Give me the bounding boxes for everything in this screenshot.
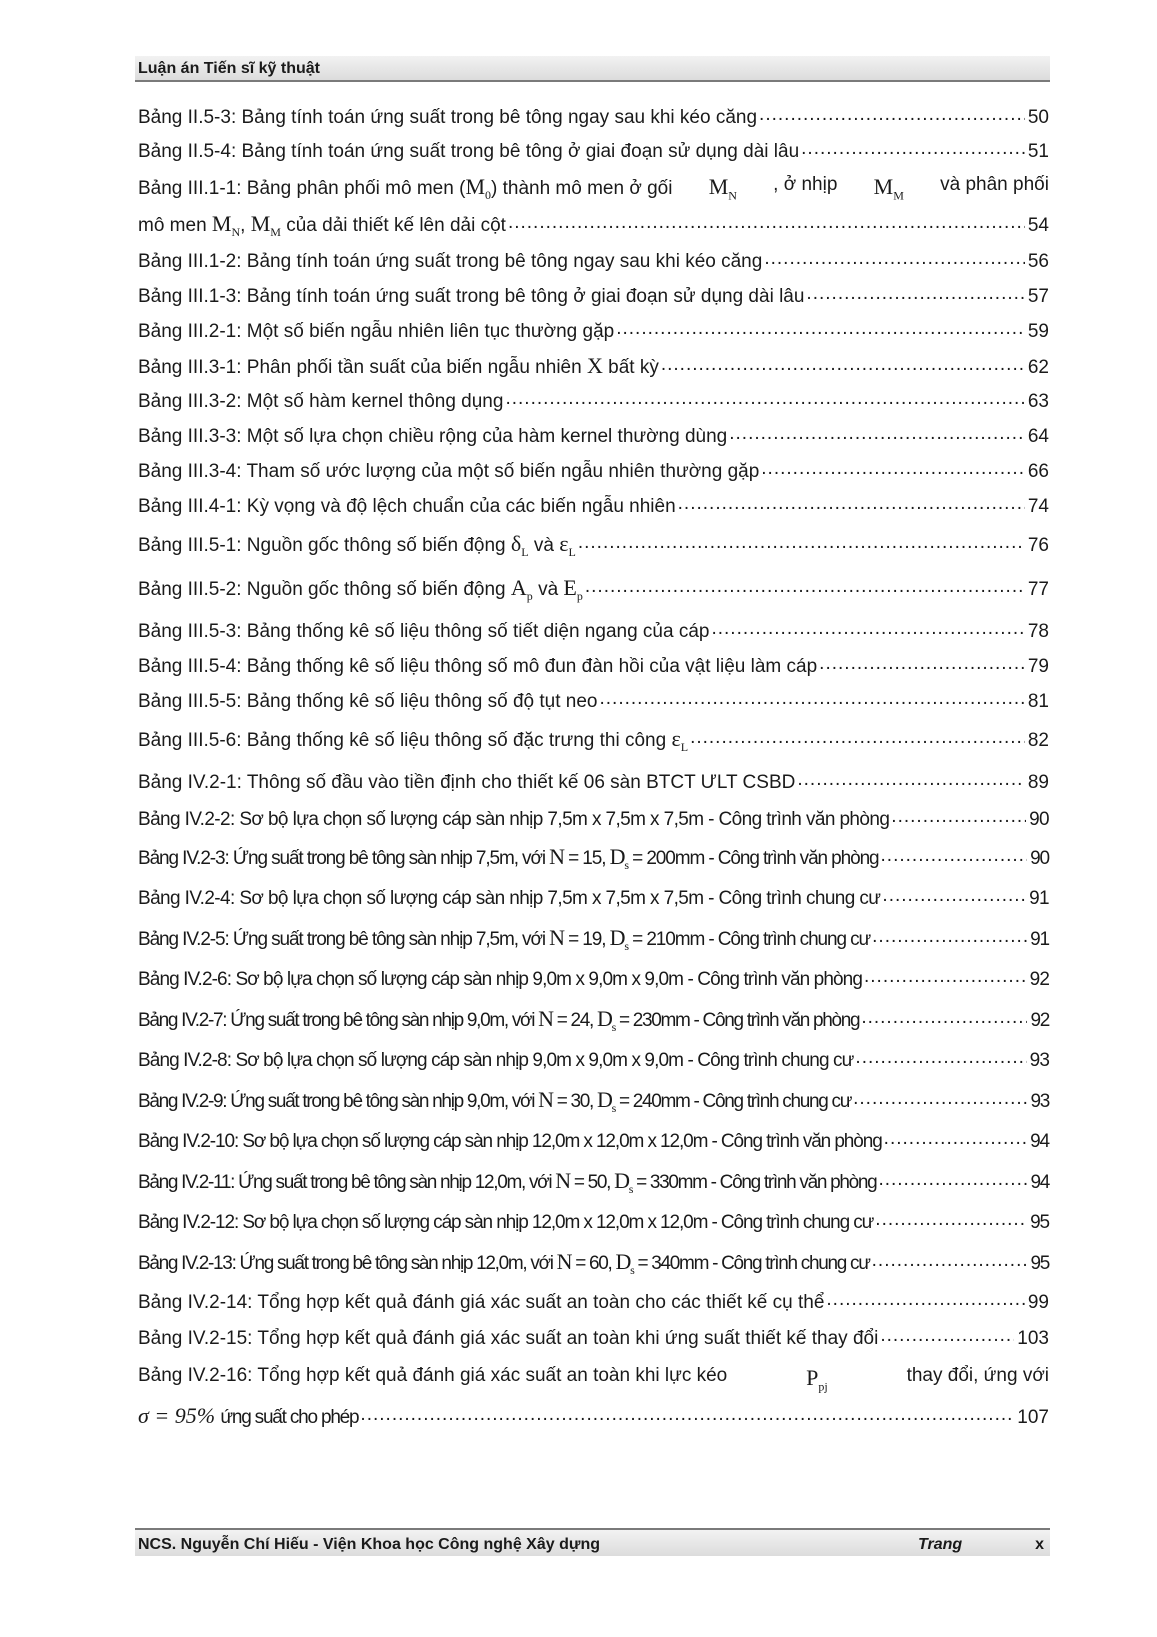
toc-entry[interactable]: Bảng IV.2-14: Tổng hợp kết quả đánh giá xác suất an toàn cho các thiết kế cụ thể ..... 99: [138, 1289, 1049, 1325]
toc-entry[interactable]: Bảng III.3-2: Một số hàm kernel thông dụng ..... 63: [138, 388, 1049, 423]
toc-entry[interactable]: Bảng IV.2-2: Sơ bộ lựa chọn số lượng cáp sàn nhịp 7,5m x 7,5m x 7,5m - Công trình văn phòng ..... 90: [138, 806, 1049, 844]
toc-entry[interactable]: Bảng IV.2-1: Thông số đầu vào tiền định cho thiết kế 06 sàn BTCT ƯLT CSBD ..... 89: [138, 769, 1049, 806]
toc-entry[interactable]: Bảng IV.2-9: Ứng suất trong bê tông sàn nhịp 9,0m, với N = 30, $D_s = 240mm$ - Công trình chung cư ..... 93: [138, 1087, 1049, 1128]
toc-entry[interactable]: Bảng IV.2-3: Ứng suất trong bê tông sàn nhịp 7,5m, với N = 15, $D_s = 200mm$ - Công trình văn phòng ..... 90: [138, 844, 1049, 885]
toc-entry[interactable]: Bảng IV.2-13: Ứng suất trong bê tông sàn nhịp 12,0m, với N = 60, $D_s = 340mm$ - Công trình chung cư ..... 95: [138, 1249, 1049, 1289]
header-title: Luận án Tiến sĩ kỹ thuật: [138, 60, 320, 77]
toc-entry[interactable]: Bảng III.1-1: Bảng phân phối mô men $(M_0)$ thành mô men ở gối $M_N$ , ở nhịp $M_M$ và phân phối mô men $M_N$, $M_M$ của dải thiết kế lên dải cột ..... 54: [138, 174, 1049, 248]
toc-entry[interactable]: Bảng IV.2-10: Sơ bộ lựa chọn số lượng cáp sàn nhịp 12,0m x 12,0m x 12,0m - Công trình văn phòng ..... 94: [138, 1128, 1049, 1168]
toc-entry[interactable]: Bảng III.5-2: Nguồn gốc thông số biến động $A_p$ và $E_p$ ..... 77: [138, 575, 1049, 618]
footer-page-label: Trang: [918, 1536, 963, 1553]
footer-page-number: x: [1035, 1536, 1044, 1553]
toc-entry[interactable]: Bảng II.5-4: Bảng tính toán ứng suất trong bê tông ở giai đoạn sử dụng dài lâu ..... 51: [138, 138, 1049, 174]
toc-entry[interactable]: Bảng IV.2-6: Sơ bộ lựa chọn số lượng cáp sàn nhịp 9,0m x 9,0m x 9,0m - Công trình văn phòng ..... 92: [138, 966, 1049, 1006]
toc-entry[interactable]: Bảng III.3-4: Tham số ước lượng của một số biến ngẫu nhiên thường gặp ..... 66: [138, 458, 1049, 493]
toc-entry[interactable]: Bảng IV.2-4: Sơ bộ lựa chọn số lượng cáp sàn nhịp 7,5m x 7,5m x 7,5m - Công trình chung cư ..... 91: [138, 885, 1049, 925]
toc-entry[interactable]: Bảng IV.2-8: Sơ bộ lựa chọn số lượng cáp sàn nhịp 9,0m x 9,0m x 9,0m - Công trình chung cư ..... 93: [138, 1047, 1049, 1087]
toc-entry[interactable]: Bảng III.5-1: Nguồn gốc thông số biến động $\delta_L$ và $\varepsilon_L$ ..... 76: [138, 531, 1049, 575]
page-header: [135, 56, 1050, 82]
toc-entry[interactable]: Bảng IV.2-11: Ứng suất trong bê tông sàn nhịp 12,0m, với N = 50, $D_s = 330mm$ - Công trình văn phòng ..... 94: [138, 1168, 1049, 1209]
toc-entry[interactable]: Bảng III.5-3: Bảng thống kê số liệu thông số tiết diện ngang của cáp ..... 78: [138, 618, 1049, 653]
toc-entry[interactable]: Bảng IV.2-7: Ứng suất trong bê tông sàn nhịp 9,0m, với N = 24, $D_s = 230mm$ - Công trình văn phòng ..... 92: [138, 1006, 1049, 1047]
table-of-tables: [138, 104, 1049, 1441]
toc-entry[interactable]: Bảng III.5-6: Bảng thống kê số liệu thông số đặc trưng thi công $\varepsilon_L$ ..... 82: [138, 726, 1049, 769]
toc-entry[interactable]: Bảng III.5-4: Bảng thống kê số liệu thông số mô đun đàn hồi của vật liệu làm cáp ..... 79: [138, 653, 1049, 688]
toc-entry[interactable]: Bảng III.2-1: Một số biến ngẫu nhiên liên tục thường gặp ..... 59: [138, 318, 1049, 353]
toc-entry[interactable]: Bảng IV.2-15: Tổng hợp kết quả đánh giá xác suất an toàn khi ứng suất thiết kế thay đổi ..... 103: [138, 1325, 1049, 1365]
page-footer: [135, 1528, 1050, 1556]
toc-entry[interactable]: Bảng IV.2-12: Sơ bộ lựa chọn số lượng cáp sàn nhịp 12,0m x 12,0m x 12,0m - Công trình chung cư ..... 95: [138, 1209, 1049, 1249]
toc-entry[interactable]: Bảng III.3-1: Phân phối tần suất của biến ngẫu nhiên X bất kỳ ..... 62: [138, 353, 1049, 388]
toc-entry[interactable]: Bảng III.5-5: Bảng thống kê số liệu thông số độ tụt neo ..... 81: [138, 688, 1049, 726]
toc-entry[interactable]: Bảng IV.2-5: Ứng suất trong bê tông sàn nhịp 7,5m, với N = 19, $D_s = 210mm$ - Công trình chung cư ..... 91: [138, 925, 1049, 966]
toc-entry[interactable]: Bảng III.1-2: Bảng tính toán ứng suất trong bê tông ngay sau khi kéo căng ..... 56: [138, 248, 1049, 283]
toc-entry[interactable]: Bảng III.1-3: Bảng tính toán ứng suất trong bê tông ở giai đoạn sử dụng dài lâu ..... 57: [138, 283, 1049, 318]
toc-entry[interactable]: Bảng IV.2-16: Tổng hợp kết quả đánh giá xác suất an toàn khi lực kéo $P_{pj}$ thay đổi, ứng với σ = 95% ứng suất cho phép ..... 107: [138, 1365, 1049, 1441]
footer-author: NCS. Nguyễn Chí Hiếu - Viện Khoa học Công nghệ Xây dựng: [138, 1536, 600, 1553]
toc-entry[interactable]: Bảng III.4-1: Kỳ vọng và độ lệch chuẩn của các biến ngẫu nhiên ..... 74: [138, 493, 1049, 531]
toc-entry[interactable]: Bảng III.3-3: Một số lựa chọn chiều rộng của hàm kernel thường dùng ..... 64: [138, 423, 1049, 458]
toc-entry[interactable]: Bảng II.5-3: Bảng tính toán ứng suất trong bê tông ngay sau khi kéo căng ..... 50: [138, 104, 1049, 138]
